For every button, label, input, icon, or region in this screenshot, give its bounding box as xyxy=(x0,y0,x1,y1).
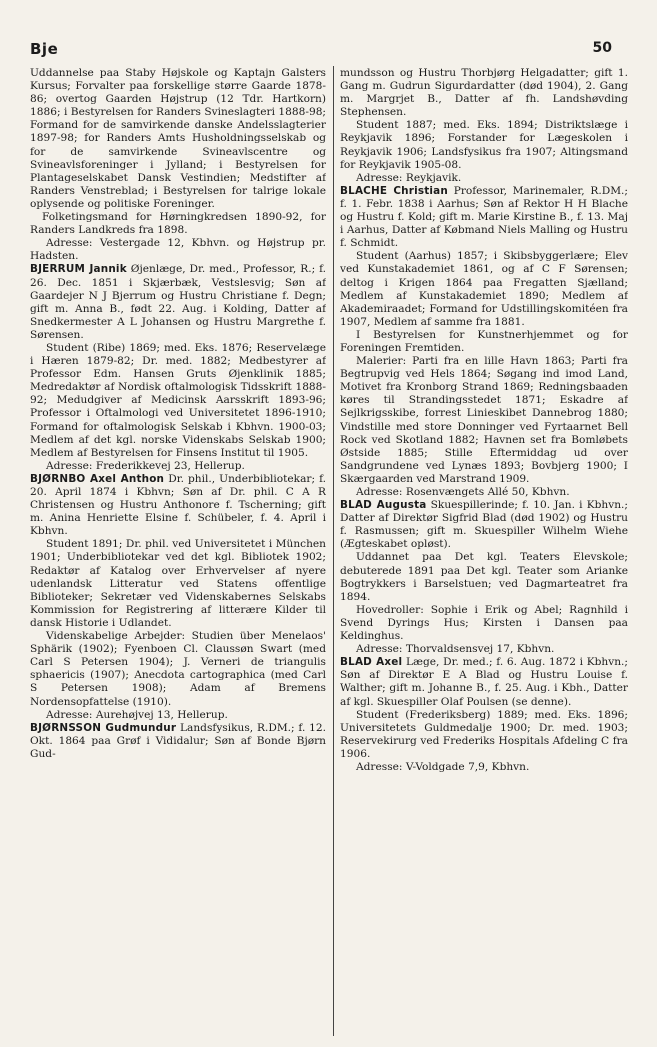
entry-intro: Landsfysikus, R.DM.; f. 12. Okt. 1864 paa Grøf i Vididalur; Søn af Bonde Bjørn Gud- xyxy=(30,721,326,760)
continued-entry xyxy=(30,67,326,263)
entry-paragraph: Uddannet paa Det kgl. Teaters Elevskole; debuterede 1891 paa Det kgl. Teater som Arianke Bogtrykkers i Barselstuen; ved Dagmarteatret fra 1894. xyxy=(340,551,628,603)
entry-paragraph: Student 1887; med. Eks. 1894; Distriktslæge i Reykjavik 1896; Forstander for Lægeskolen i Reykjavik 1906; Landsfysikus fra 1907; Altingsmand for Reykjavik 1905-08. xyxy=(340,119,628,171)
entry-bjornsson xyxy=(30,722,326,761)
right-column xyxy=(340,67,628,1037)
entry-address: Adresse: Frederikkevej 23, Hellerup. xyxy=(46,459,245,472)
entry-bjerrum xyxy=(30,263,326,473)
running-head: Bje xyxy=(30,40,59,58)
entry-name: BLACHE Christian xyxy=(340,184,448,197)
entry-paragraph: Hovedroller: Sophie i Erik og Abel; Ragnhild i Svend Dyrings Hus; Kirsten i Dansen paa Keldinghus. xyxy=(340,603,628,643)
entry-paragraph: Malerier: Parti fra en lille Havn 1863; Parti fra Begtrupvig ved Hels 1864; Søgang ind imod Land, Motivet fra Kronborg Strand 1869; Redningsbaaden køres til Strandingsstedet 1871; Eskadre af Sejlkrigsskibe, forrest Linieskibet Dannebrog 1880; Vindstille med store Donninger ved Fyrtaarnet Bell Rock ved Skotland 1882; Havnen set fra Bomløbets Østside 1885; Stille Eftermiddag ud over Sandgrundene ved Lynæs 1893; Bovbjerg 1900; I Skærgaarden ved Marstrand 1909. xyxy=(340,355,628,485)
entry-address: Adresse: Vestergade 12, Kbhvn. og Højstrup pr. Hadsten. xyxy=(30,237,326,263)
entry-paragraph: Student (Ribe) 1869; med. Eks. 1876; Reservelæge i Hæren 1879-82; Dr. med. 1882; Medbestyrer af Professor Edm. Hansen Gruts Øjenklinik 1885; Medredaktør af Nordisk oftalmologisk Tidsskrift 1888-92; Medudgiver af Medicinsk Aarsskrift 1893-96; Professor i Oftalmologi ved Universitetet 1896-1910; Formand for oftalmologisk Selskab i Kbhvn. 1900-03; Medlem af det kgl. norske Videnskabs Selskab 1900; Medlem af Bestyrelsen for Finsens Institut til 1905. xyxy=(30,341,326,459)
entry-name: BJØRNSSON Gudmundur xyxy=(30,721,177,734)
entry-intro: Læge, Dr. med.; f. 6. Aug. 1872 i Kbhvn.; Søn af Direktør E A Blad og Hustru Louise f. Walther; gift m. Johanne B., f. 25. Aug. i Kbh., Datter af kgl. Skuespiller Olaf Poulsen (se denne). xyxy=(340,656,628,708)
entry-blache xyxy=(340,185,628,499)
entry-paragraph: I Bestyrelsen for Kunstnerhjemmet og for Foreningen Fremtiden. xyxy=(340,328,628,354)
entry-paragraph: Student (Aarhus) 1857; i Skibsbyggerlære; Elev ved Kunstakademiet 1861, og af C F Sørensen; deltog i Krigen 1864 paa Fregatten Sjælland; Medlem af Kunstakademiet 1890; Medlem af Akademiraadet; Formand for Udstillingskomitéen fra 1907, Medlem af samme fra 1881. xyxy=(340,250,628,328)
entry-paragraph: Student 1891; Dr. phil. ved Universitetet i München 1901; Underbibliotekar ved det kgl. Bibliotek 1902; Redaktør af Katalog over Erhvervelser af nyere udenlandsk Litteratur ved Statens offentlige Biblioteker; Sekretær ved Videnskabernes Selskabs Kommission for Registrering af litterære Kilder til dansk Historie i Udlandet. xyxy=(30,538,326,629)
entry-paragraph: Folketingsmand for Hørningkredsen 1890-92, for Randers Landkreds fra 1898. xyxy=(30,211,326,237)
entry-intro: Professor, Marinemaler, R.DM.; f. 1. Febr. 1838 i Aarhus; Søn af Rektor H H Blache og Hustru f. Kold; gift m. Marie Kirstine B., f. 13. Maj i Aarhus, Datter af Købmand Niels Malling og Hustru f. Schmidt. xyxy=(340,184,628,250)
entry-blad-axel xyxy=(340,656,628,774)
continued-entry xyxy=(340,67,628,185)
entry-name: BJØRNBO Axel Anthon xyxy=(30,472,165,485)
left-column xyxy=(30,67,326,1037)
entry-address: Adresse: Reykjavik. xyxy=(356,171,462,184)
entry-address: Adresse: Aurehøjvej 13, Hellerup. xyxy=(46,708,228,721)
entry-paragraph: Student (Frederiksberg) 1889; med. Eks. 1896; Universitetets Guldmedalje 1900; Dr. med. 1903; Reservekirurg ved Frederiks Hospitals Afdeling C fra 1906. xyxy=(340,708,628,760)
entry-paragraph: Uddannelse paa Staby Højskole og Kaptajn Galsters Kursus; Forvalter paa forskellige større Gaarde 1878-86; overtog Gaarden Højstrup (12 Tdr. Hartkorn) 1886; i Bestyrelsen for Randers Svineslagteri 1888-98; Formand for de samvirkende danske Andelsslagterier 1897-98; for Randers Amts Husholdningsselskab og for de samvirkende Svineavlscentre og Svineavlsforeninger i Jylland; i Bestyrelsen for Plantageselskabet Dansk Vestindien; Medstifter af Randers Venstreblad; i Bestyrelsen for talrige lokale oplysende og politiske Foreninger. xyxy=(30,67,326,210)
entry-address: Adresse: Rosenvængets Allé 50, Kbhvn. xyxy=(356,486,570,498)
entry-address: Adresse: Thorvaldsensvej 17, Kbhvn. xyxy=(356,643,555,656)
entry-paragraph: mundsson og Hustru Thorbjørg Helgadatter; gift 1. Gang m. Gudrun Sigurdardatter (død 1904), 2. Gang m. Margrjet B., Datter af fh. Landshøvding Stephensen. xyxy=(340,67,628,119)
entry-blad-augusta xyxy=(340,499,628,656)
page-number: 50 xyxy=(592,40,612,56)
entry-bjornbo xyxy=(30,473,326,722)
entry-paragraph: Videnskabelige Arbejder: Studien über Menelaos' Sphärik (1902); Fyenboen Cl. Claussøn Swart (med Carl S Petersen 1904); J. Verneri de triangulis sphaericis (1907); Anecdota cartographica (med Carl S Petersen 1908); Adam af Bremens Nordensopfattelse (1910). xyxy=(30,630,326,708)
entry-intro: Skuespillerinde; f. 10. Jan. i Kbhvn.; Datter af Direktør Sigfrid Blad (død 1902) og Hustru f. Rasmussen; gift m. Skuespiller Wilhelm Wiehe (Ægteskabet opløst). xyxy=(340,499,628,551)
entry-address: Adresse: V-Voldgade 7,9, Kbhvn. xyxy=(356,760,530,773)
entry-intro: Øjenlæge, Dr. med., Professor, R.; f. 26. Dec. 1851 i Skjærbæk, Vestslesvig; Søn af Gaardejer N J Bjerrum og Hustru Christiane f. Degn; gift m. Anna B., født 22. Aug. i Kolding, Datter af Snedkermester A L Johansen og Hustru Margrethe f. Sørensen. xyxy=(30,263,326,341)
entry-name: BLAD Augusta xyxy=(340,499,427,512)
entry-name: BJERRUM Jannik xyxy=(30,263,127,276)
entry-name: BLAD Axel xyxy=(340,656,403,669)
column-divider xyxy=(333,66,334,1036)
entry-intro: Dr. phil., Underbibliotekar; f. 20. April 1874 i Kbhvn; Søn af Dr. phil. C A R Christensen og Hustru Anthonore f. Tscherning; gift m. Anina Henriette Elsine f. Schübeler, f. 4. April i Kbhvn. xyxy=(30,472,326,538)
